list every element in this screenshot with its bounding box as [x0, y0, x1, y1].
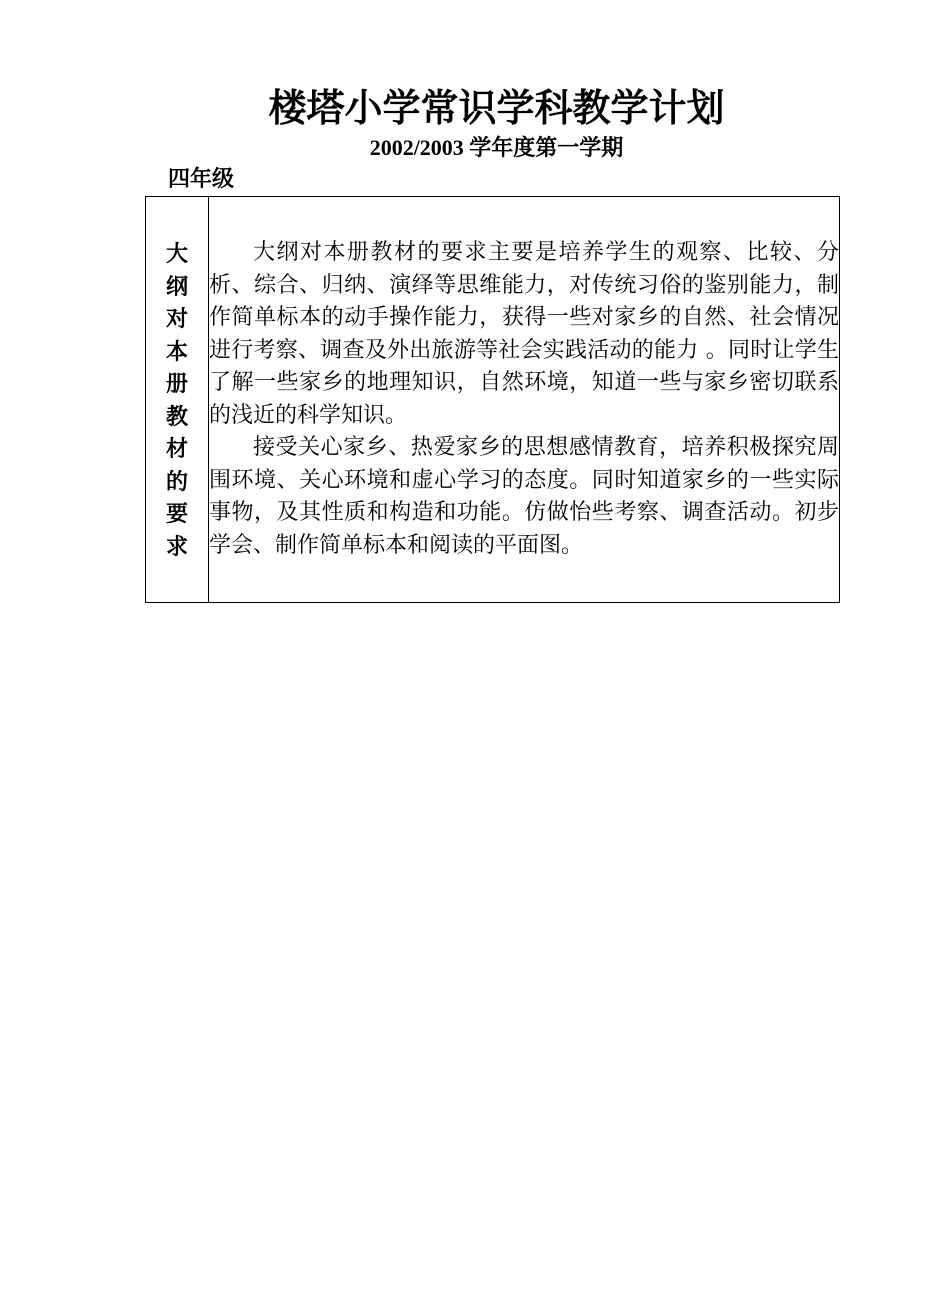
- content-paragraph-2: 接受关心家乡、热爱家乡的思想感情教育，培养积极探究周围环境、关心环境和虚心学习的态度。同时知道家乡的一些实际事物，及其性质和构造和功能。仿做怡些考察、调查活动。初步学会、制作简单标本和阅读的平面图。: [209, 435, 839, 558]
- grade-label: 四年级: [168, 167, 235, 192]
- table-row: [146, 197, 840, 603]
- row-label-cell: [146, 197, 209, 603]
- content-paragraph-1: 大纲对本册教材的要求主要是培养学生的观察、比较、分析、综合、归纳、演绎等思维能力，对传统习俗的鉴别能力，制作简单标本的动手操作能力，获得一些对家乡的自然、社会情况进行考察、调查及外出旅游等社会实践活动的能力 。同时让学生了解一些家乡的地理知识，自然环境，知道一些与家乡密切联系的浅近的科学知识。: [209, 240, 839, 428]
- row-label: 大纲对本册教材的要求: [165, 242, 188, 560]
- document-title: 楼塔小学常识学科教学计划: [268, 86, 725, 130]
- row-content-cell: [209, 197, 840, 603]
- document-subtitle: 2002/2003 学年度第一学期: [369, 135, 624, 160]
- plan-table: [145, 196, 840, 603]
